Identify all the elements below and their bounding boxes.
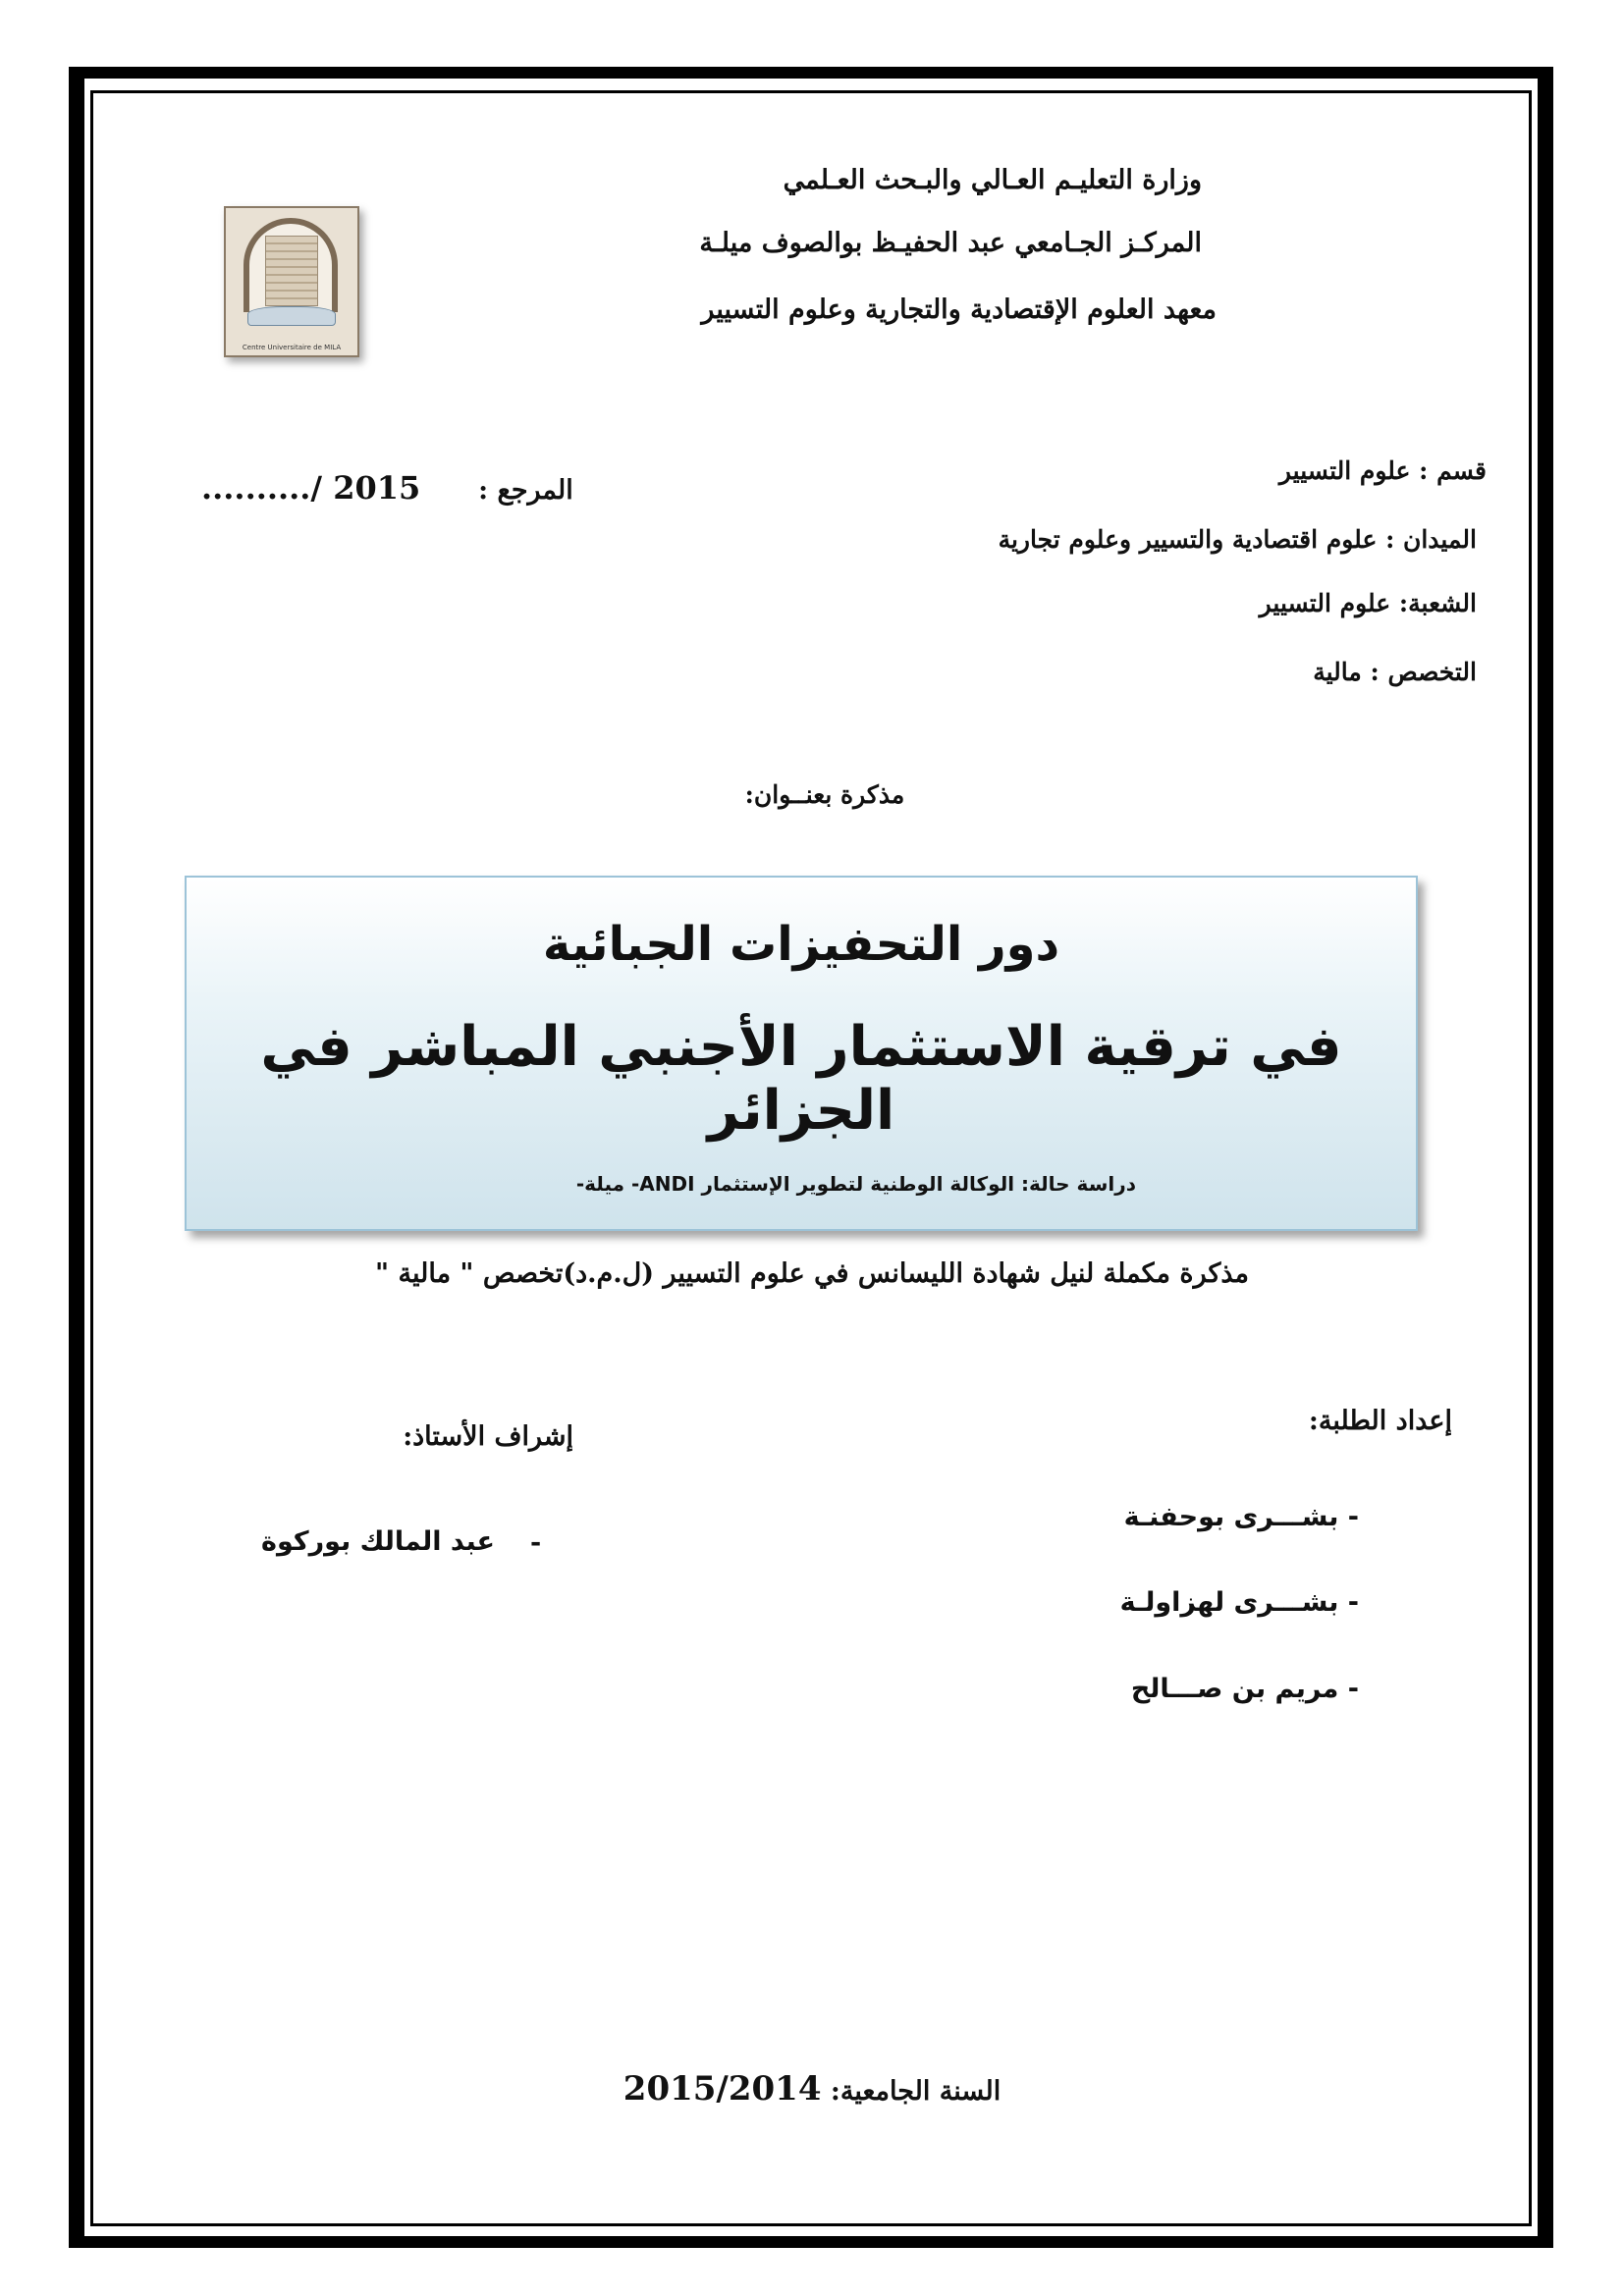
academic-year-label: السنة الجامعية: bbox=[830, 2076, 1001, 2107]
reference bbox=[201, 469, 573, 507]
specialty-line: التخصص : مالية bbox=[1313, 658, 1477, 686]
department-line: قسم : علوم التسيير bbox=[1278, 456, 1487, 485]
academic-year bbox=[0, 2069, 1624, 2109]
ministry-line: وزارة التعليـم العـالي والبـحث العـلمي bbox=[783, 165, 1202, 195]
case-study: دراسة حالة: الوكالة الوطنية لتطوير الإستثمار ANDI- ميلة- bbox=[575, 1172, 1136, 1196]
university-logo bbox=[224, 206, 359, 357]
supervisor-dash: - bbox=[530, 1527, 542, 1558]
title-line-2: في ترقية الاستثمار الأجنبي المباشر في الجزائر bbox=[260, 1015, 1342, 1143]
memo-label: مذكرة بعنــوان: bbox=[744, 780, 905, 809]
student-name: - بشـــرى لهزاولـة bbox=[1119, 1587, 1359, 1618]
title-line-1: دور التحفيزات الجبائية bbox=[542, 917, 1060, 972]
institute-line: معهد العلوم الإقتصادية والتجارية وعلوم التسيير bbox=[701, 294, 1217, 325]
reference-label: المرجع : bbox=[478, 475, 573, 506]
university-line: المركـز الجـامعي عبد الحفيـظ بوالصوف ميلـة bbox=[699, 228, 1202, 258]
students-label: إعداد الطلبة: bbox=[1308, 1406, 1452, 1436]
title-box bbox=[185, 876, 1418, 1231]
student-name: - مريم بن صـــالح bbox=[1130, 1674, 1359, 1704]
logo-book-icon bbox=[247, 306, 336, 326]
logo-caption: Centre Universitaire de MILA bbox=[242, 344, 342, 351]
branch-line: الشعبة: علوم التسيير bbox=[1259, 589, 1477, 617]
degree-statement: مذكرة مكملة لنيل شهادة الليسانس في علوم التسيير (ل.م.د)تخصص " مالية " bbox=[375, 1258, 1249, 1289]
logo-building-icon bbox=[265, 236, 318, 306]
student-name: - بشـــرى بوحفنـة bbox=[1123, 1502, 1359, 1532]
academic-year-value: 2015/2014 bbox=[623, 2069, 822, 2109]
supervisor-label: إشراف الأستاذ: bbox=[403, 1421, 573, 1452]
reference-value: ........../ 2015 bbox=[201, 469, 421, 507]
supervisor-name: عبد المالك بوركوة bbox=[261, 1526, 495, 1557]
field-line: الميدان : علوم اقتصادية والتسيير وعلوم تجارية bbox=[998, 525, 1477, 554]
